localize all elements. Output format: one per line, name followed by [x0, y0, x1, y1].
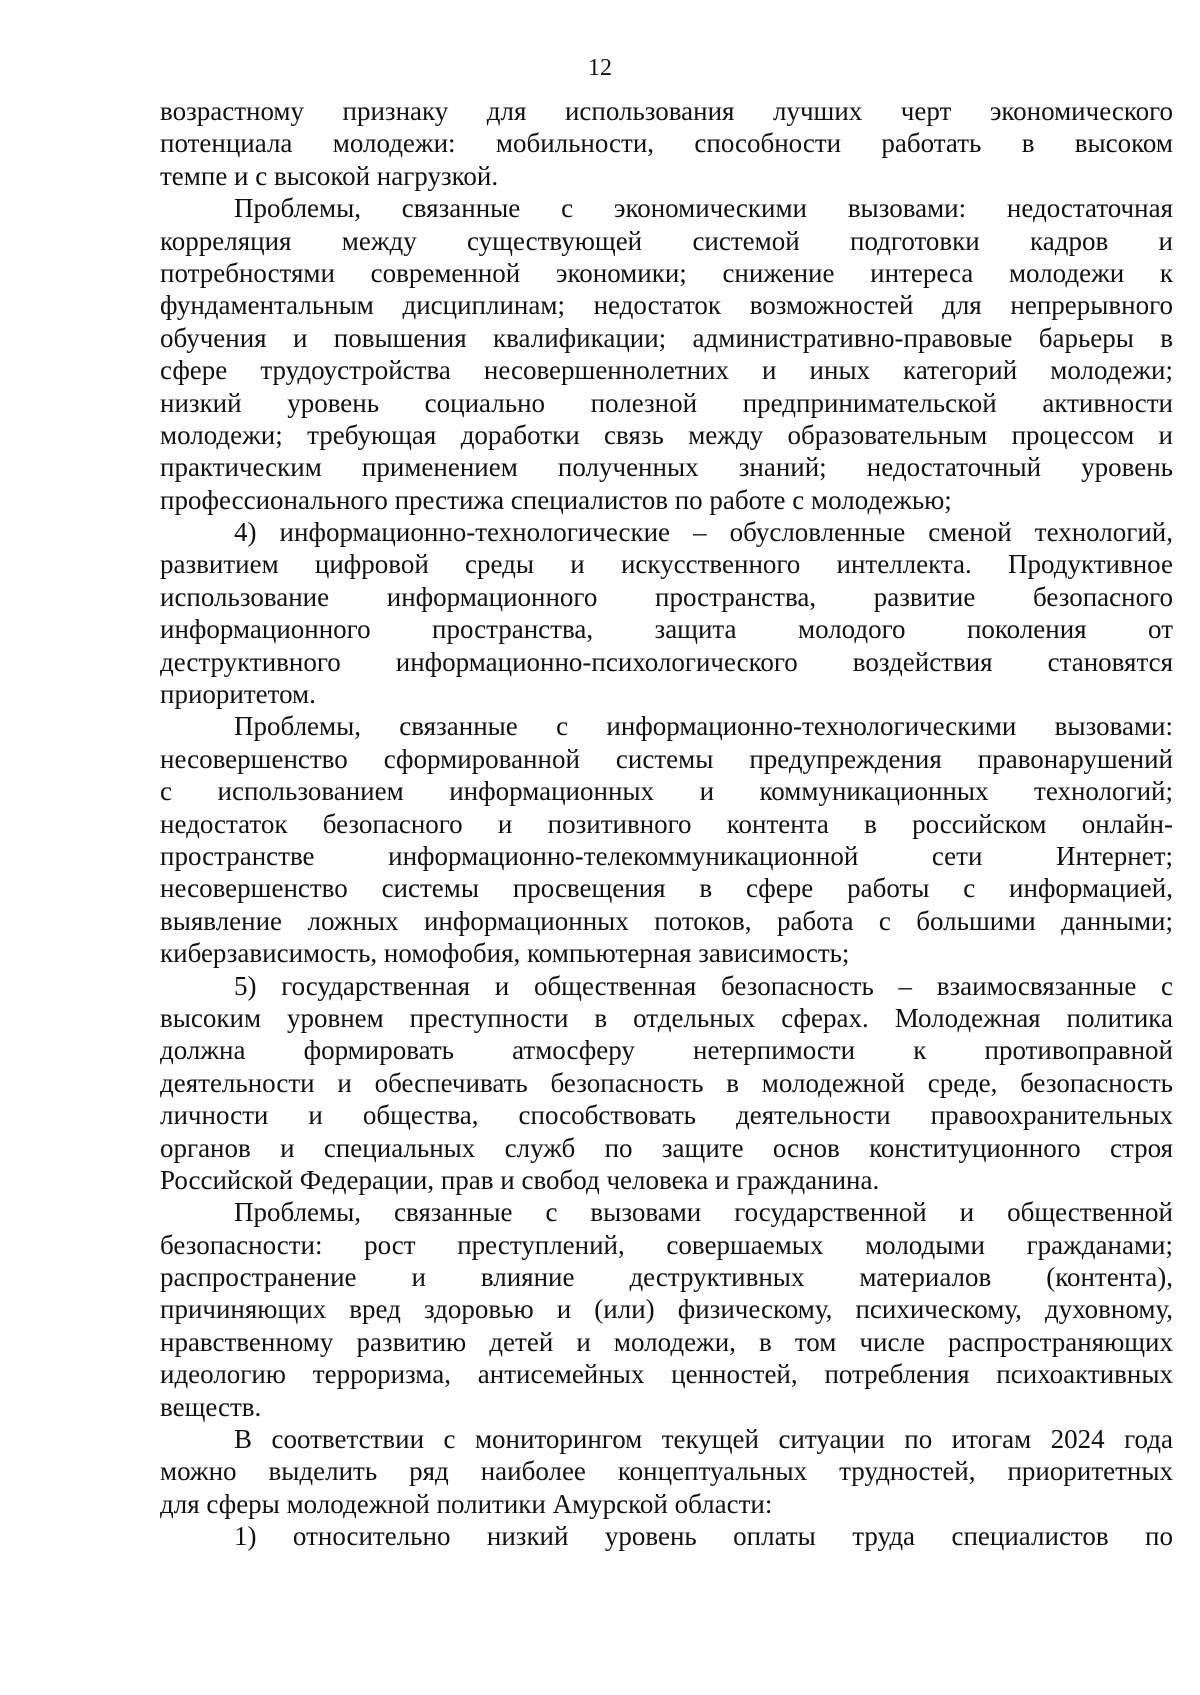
text-line: должна формировать атмосферу нетерпимости к противоправной — [160, 1035, 1173, 1066]
text-line: 4) информационно-технологические – обусловленные сменой технологий, — [234, 517, 1173, 548]
text-line: киберзависимость, номофобия, компьютерная зависимость; — [160, 938, 850, 969]
text-line: идеологию терроризма, антисемейных ценностей, потребления психоактивных — [160, 1359, 1173, 1390]
text-line: низкий уровень социально полезной предпринимательской активности — [160, 387, 1173, 418]
text-line: развитием цифровой среды и искусственного интеллекта. Продуктивное — [160, 549, 1173, 580]
text-line: обучения и повышения квалификации; административно-правовые барьеры в — [160, 322, 1173, 353]
text-line: недостаток безопасного и позитивного контента в российском онлайн- — [160, 808, 1173, 839]
text-line: несовершенство системы просвещения в сфере работы с информацией, — [160, 873, 1173, 904]
text-line: 1) относительно низкий уровень оплаты труда специалистов по — [234, 1521, 1173, 1552]
text-line: информационного пространства, защита молодого поколения от — [160, 614, 1173, 645]
text-line: безопасности: рост преступлений, совершаемых молодыми гражданами; — [160, 1229, 1173, 1260]
text-line: Российской Федерации, прав и свобод человека и гражданина. — [160, 1164, 880, 1195]
text-line: В соответствии с мониторингом текущей ситуации по итогам 2024 года — [234, 1424, 1173, 1455]
text-line: высоким уровнем преступности в отдельных сферах. Молодежная политика — [160, 1002, 1173, 1033]
text-line: потребностями современной экономики; снижение интереса молодежи к — [160, 257, 1173, 288]
text-line: личности и общества, способствовать деятельности правоохранительных — [160, 1100, 1173, 1131]
text-line: использование информационного пространства, развитие безопасного — [160, 581, 1173, 612]
text-line: Проблемы, связанные с информационно-технологическими вызовами: — [234, 711, 1173, 742]
text-line: темпе и с высокой нагрузкой. — [160, 160, 499, 191]
text-line: сфере трудоустройства несовершеннолетних и иных категорий молодежи; — [160, 355, 1173, 386]
text-line: практическим применением полученных знаний; недостаточный уровень — [160, 452, 1173, 483]
text-line: деятельности и обеспечивать безопасность в молодежной среде, безопасность — [160, 1067, 1173, 1098]
page-number: 12 — [588, 55, 612, 81]
text-line: корреляция между существующей системой подготовки кадров и — [160, 225, 1173, 256]
text-line: 5) государственная и общественная безопасность – взаимосвязанные с — [234, 970, 1173, 1001]
text-line: органов и специальных служб по защите основ конституционного строя — [160, 1132, 1173, 1163]
text-line: веществ. — [160, 1391, 262, 1422]
text-line: фундаментальным дисциплинам; недостаток возможностей для непрерывного — [160, 290, 1173, 321]
text-line: несовершенство сформированной системы предупреждения правонарушений — [160, 743, 1173, 774]
text-line: потенциала молодежи: мобильности, способности работать в высоком — [160, 128, 1173, 159]
text-line: деструктивного информационно-психологического воздействия становятся — [160, 646, 1173, 677]
text-line: распространение и влияние деструктивных материалов (контента), — [160, 1262, 1173, 1293]
text-line: пространстве информационно-телекоммуникационной сети Интернет; — [160, 840, 1173, 871]
text-line: Проблемы, связанные с экономическими вызовами: недостаточная — [234, 193, 1173, 224]
text-line: Проблемы, связанные с вызовами государственной и общественной — [234, 1197, 1173, 1228]
text-line: причиняющих вред здоровью и (или) физическому, психическому, духовному, — [160, 1294, 1173, 1325]
body-text — [160, 95, 1173, 1553]
text-line: возрастному признаку для использования лучших черт экономического — [160, 96, 1173, 126]
text-line: молодежи; требующая доработки связь между образовательным процессом и — [160, 419, 1173, 450]
text-line: с использованием информационных и коммуникационных технологий; — [160, 776, 1173, 807]
text-line: можно выделить ряд наиболее концептуальных трудностей, приоритетных — [160, 1456, 1173, 1487]
text-line: приоритетом. — [160, 679, 316, 710]
text-line: профессионального престижа специалистов по работе с молодежью; — [160, 484, 952, 515]
text-line: выявление ложных информационных потоков, работа с большими данными; — [160, 905, 1173, 936]
text-line: нравственному развитию детей и молодежи, в том числе распространяющих — [160, 1326, 1173, 1357]
text-line: для сферы молодежной политики Амурской области: — [160, 1488, 773, 1519]
